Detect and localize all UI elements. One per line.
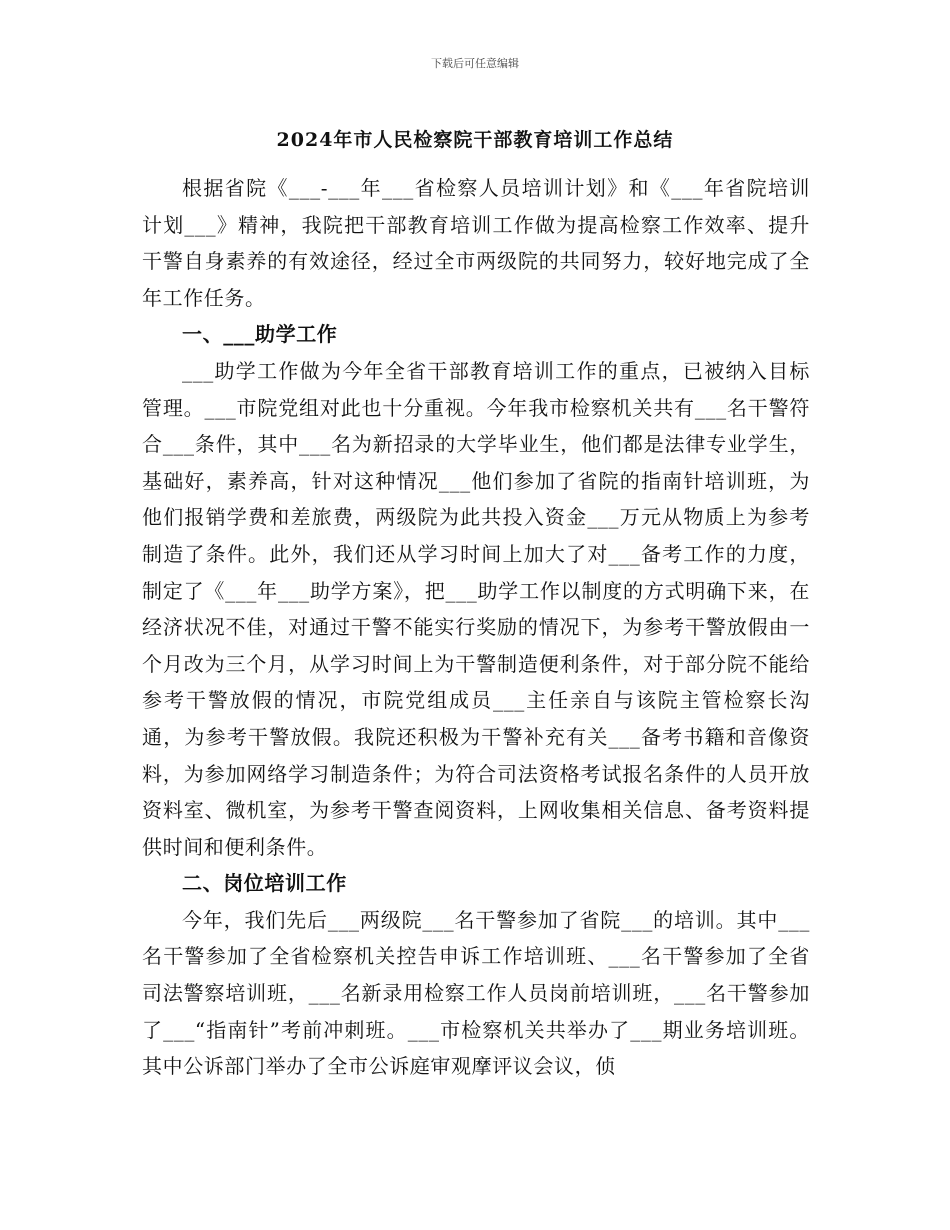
document-title: 2024年市人民检察院干部教育培训工作总结 — [276, 129, 674, 151]
section-1-heading: 一、___助学工作 — [182, 322, 338, 347]
page-header-note: 下载后可任意编辑 — [431, 57, 519, 70]
intro-paragraph: 根据省院《___-___年___省检察人员培训计划》和《___年省院培训计划___》精神，我院把干部教育培训工作做为提高检察工作效率、提升干警自身素养的有效途径，经过全市两级院的共同努力，较好地完成了全年工作任务。 — [142, 176, 810, 310]
section-1-paragraph: ___助学工作做为今年全省干部教育培训工作的重点，已被纳入目标管理。___市院党组对此也十分重视。今年我市检察机关共有___名干警符合___条件，其中___名为新招录的大学毕业生，他们都是法律专业学生，基础好，素养高，针对这种情况___他们参加了省院的指南针培训班，为他们报销学费和差旅费，两级院为此共投入资金___万元从物质上为参考制造了条件。此外，我们还从学习时间上加大了对___备考工作的力度，制定了《___年___助学方案》，把___助学工作以制度的方式明确下来，在经济状况不佳，对通过干警不能实行奖励的情况下，为参考干警放假由一个月改为三个月，从学习时间上为干警制造便利条件，对于部分院不能给参考干警放假的情况，市院党组成员___主任亲自与该院主管检察长沟通，为参考干警放假。我院还积极为干警补充有关___备考书籍和音像资料，为参加网络学习制造条件；为符合司法资格考试报名条件的人员开放资料室、微机室，为参考干警查阅资料，上网收集相关信息、备考资料提供时间和便利条件。 — [142, 358, 810, 859]
section-2-heading: 二、岗位培训工作 — [182, 871, 347, 896]
section-2-paragraph: 今年，我们先后___两级院___名干警参加了省院___的培训。其中___名干警参加了全省检察机关控告申诉工作培训班、___名干警参加了全省司法警察培训班，___名新录用检察工作人员岗前培训班，___名干警参加了___“指南针”考前冲刺班。___市检察机关共举办了___期业务培训班。其中公诉部门举办了全市公诉庭审观摩评议会议，侦 — [142, 907, 810, 1079]
document-body — [142, 170, 810, 1085]
